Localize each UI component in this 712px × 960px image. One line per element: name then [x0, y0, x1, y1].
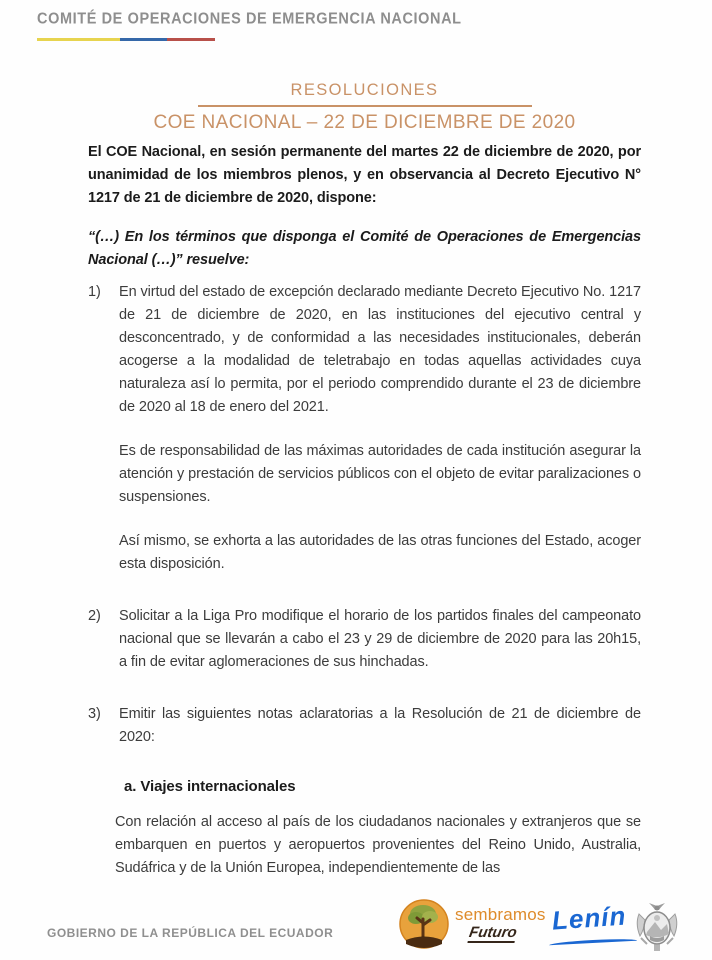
subsection-paragraph: Con relación al acceso al país de los ciudadanos nacionales y extranjeros que se embarquen en puertos y aeropuertos provenientes del Reino Unido, Australia, Sudáfrica y de la Unión Europea, independientemente de las: [115, 814, 641, 876]
government-label: GOBIERNO DE LA REPÚBLICA DEL ECUADOR: [47, 926, 334, 940]
intro-paragraph: El COE Nacional, en sesión permanente del martes 22 de diciembre de 2020, por unanimidad de los miembros plenos, y en observancia al Decreto Ejecutivo N° 1217 de 21 de diciembre de 2020, dispone:: [88, 144, 641, 206]
item-1-number: 1): [88, 284, 101, 300]
lenin-signature-underline: [549, 938, 637, 946]
item-2-paragraph-1: Solicitar a la Liga Pro modifique el horario de los partidos finales del campeonato nacional que se llevarán a cabo el 23 y 29 de diciembre de 2020 para las 20h15, a fin de evitar aglomeraciones de sus hinchadas.: [119, 608, 641, 670]
item-3-body: [119, 703, 641, 749]
sembramos-futuro-wordmark: [455, 906, 550, 943]
sembramos-futuro-tree-logo-icon: [399, 899, 449, 952]
ecuador-coat-of-arms-icon: [631, 902, 683, 952]
item-1-paragraph-1: En virtud del estado de excepción declarado mediante Decreto Ejecutivo No. 1217 de 21 de diciembre de 2020, en las instituciones del ejecutivo central y desconcentrado, y de conformidad a las necesidades institucionales, deberán acogerse a la modalidad de teletrabajo en todas aquellas actividades cuya naturaleza así lo permita, por el periodo comprendido durante el 23 de diciembre de 2020 al 18 de enero del 2021.: [119, 284, 641, 415]
subsection-heading-international-travel: a. Viajes internacionales: [124, 778, 296, 795]
futuro-text: Futuro: [467, 924, 519, 941]
resolution-item-1: [88, 281, 641, 576]
item-2-number: 2): [88, 608, 101, 624]
resolution-item-2: [88, 605, 641, 674]
flag-yellow-segment: [37, 38, 120, 41]
sembramos-text: sembramos: [455, 905, 546, 924]
resolutions-subtitle: COE NACIONAL – 22 DE DICIEMBRE DE 2020: [153, 112, 576, 133]
item-3-paragraph-1: Emitir las siguientes notas aclaratorias a la Resolución de 21 de diciembre de 2020:: [119, 706, 641, 745]
ecuador-flag-bar: [37, 38, 215, 41]
lenin-signature-logo: Lenín: [551, 900, 628, 936]
item-3-number: 3): [88, 706, 101, 722]
committee-title: COMITÉ DE OPERACIONES DE EMERGENCIA NACIONAL: [37, 11, 462, 28]
title-divider: [198, 105, 532, 107]
resolution-item-3: [88, 703, 641, 749]
flag-red-segment: [167, 38, 215, 41]
item-1-paragraph-3: Así mismo, se exhorta a las autoridades de las otras funciones del Estado, acoger esta disposición.: [119, 533, 641, 572]
item-2-body: [119, 605, 641, 674]
item-1-paragraph-2: Es de responsabilidad de las máximas autoridades de cada institución asegurar la atención y prestación de servicios públicos con el objeto de evitar paralizaciones o suspensiones.: [119, 443, 641, 505]
document-title-block: [88, 81, 641, 134]
item-1-body: [119, 281, 641, 576]
document-body: [88, 141, 641, 880]
quote-paragraph: “(…) En los términos que disponga el Comité de Operaciones de Emergencias Nacional (…)” resuelve:: [88, 229, 641, 268]
flag-blue-segment: [120, 38, 167, 41]
resolutions-heading: RESOLUCIONES: [290, 81, 439, 99]
